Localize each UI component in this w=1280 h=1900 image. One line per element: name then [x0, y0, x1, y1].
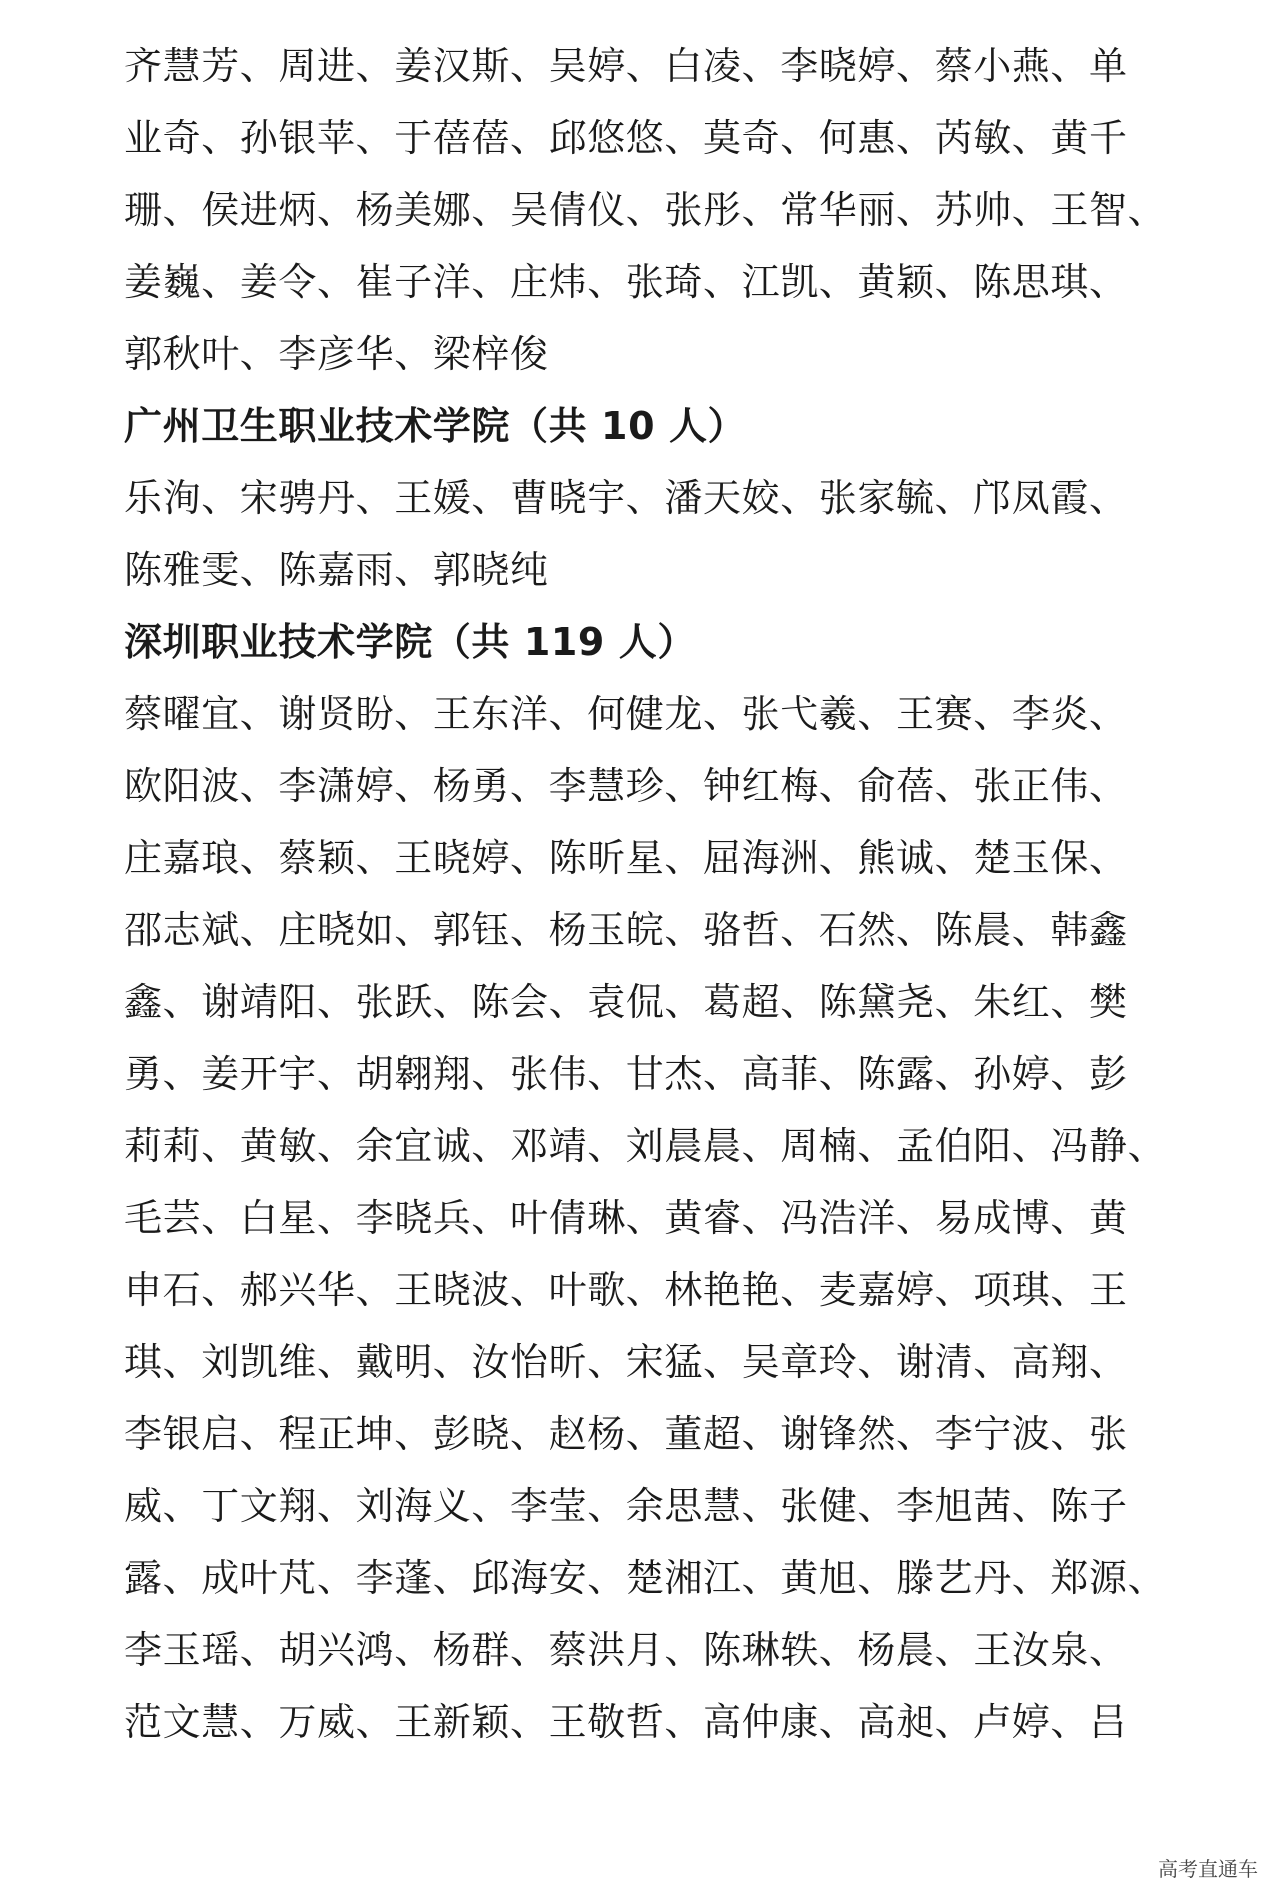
section-heading: 广州卫生职业技术学院（共 10 人） — [124, 404, 747, 448]
text-line: 鑫、谢靖阳、张跃、陈会、袁侃、葛超、陈黛尧、朱红、樊 — [124, 980, 1128, 1024]
text-line: 申石、郝兴华、王晓波、叶歌、林艳艳、麦嘉婷、项琪、王 — [124, 1268, 1128, 1312]
text-line: 珊、侯进炳、杨美娜、吴倩仪、张彤、常华丽、苏帅、王智、 — [124, 188, 1167, 232]
text-line: 毛芸、白星、李晓兵、叶倩琳、黄睿、冯浩洋、易成博、黄 — [124, 1196, 1128, 1240]
text-line: 范文慧、万威、王新颖、王敬哲、高仲康、高昶、卢婷、吕 — [124, 1700, 1128, 1744]
name-list-continued — [124, 30, 1184, 390]
text-line: 庄嘉琅、蔡颖、王晓婷、陈昕星、屈海洲、熊诚、楚玉保、 — [124, 836, 1128, 880]
watermark-text: 高考直通车 — [1158, 1857, 1258, 1881]
text-line: 齐慧芳、周进、姜汉斯、吴婷、白凌、李晓婷、蔡小燕、单 — [124, 44, 1128, 88]
text-line: 莉莉、黄敏、余宜诚、邓靖、刘晨晨、周楠、孟伯阳、冯静、 — [124, 1124, 1167, 1168]
section-shenzhen-polytechnic — [124, 606, 1184, 1758]
text-line: 威、丁文翔、刘海义、李莹、余思慧、张健、李旭茜、陈子 — [124, 1484, 1128, 1528]
text-line: 姜巍、姜令、崔子洋、庄炜、张琦、江凯、黄颖、陈思琪、 — [124, 260, 1128, 304]
text-line: 李玉瑶、胡兴鸿、杨群、蔡洪月、陈琳轶、杨晨、王汝泉、 — [124, 1628, 1128, 1672]
text-line: 业奇、孙银苹、于蓓蓓、邱悠悠、莫奇、何惠、芮敏、黄千 — [124, 116, 1128, 160]
document-page — [124, 30, 1184, 1758]
text-line: 勇、姜开宇、胡翱翔、张伟、甘杰、高菲、陈露、孙婷、彭 — [124, 1052, 1128, 1096]
text-line: 蔡曜宜、谢贤盼、王东洋、何健龙、张弋羲、王赛、李炎、 — [124, 692, 1128, 736]
section-guangzhou-health — [124, 390, 1184, 606]
text-line: 琪、刘凯维、戴明、汝怡昕、宋猛、吴章玲、谢清、高翔、 — [124, 1340, 1128, 1384]
text-line: 欧阳波、李潇婷、杨勇、李慧珍、钟红梅、俞蓓、张正伟、 — [124, 764, 1128, 808]
text-line: 陈雅雯、陈嘉雨、郭晓纯 — [124, 548, 549, 592]
text-line: 郭秋叶、李彦华、梁梓俊 — [124, 332, 549, 376]
section-heading: 深圳职业技术学院（共 119 人） — [124, 620, 696, 664]
text-line: 李银启、程正坤、彭晓、赵杨、董超、谢锋然、李宁波、张 — [124, 1412, 1128, 1456]
text-line: 乐洵、宋骋丹、王媛、曹晓宇、潘天姣、张家毓、邝凤霞、 — [124, 476, 1128, 520]
text-line: 邵志斌、庄晓如、郭钰、杨玉皖、骆哲、石然、陈晨、韩鑫 — [124, 908, 1128, 952]
text-line: 露、成叶芃、李蓬、邱海安、楚湘江、黄旭、滕艺丹、郑源、 — [124, 1556, 1167, 1600]
